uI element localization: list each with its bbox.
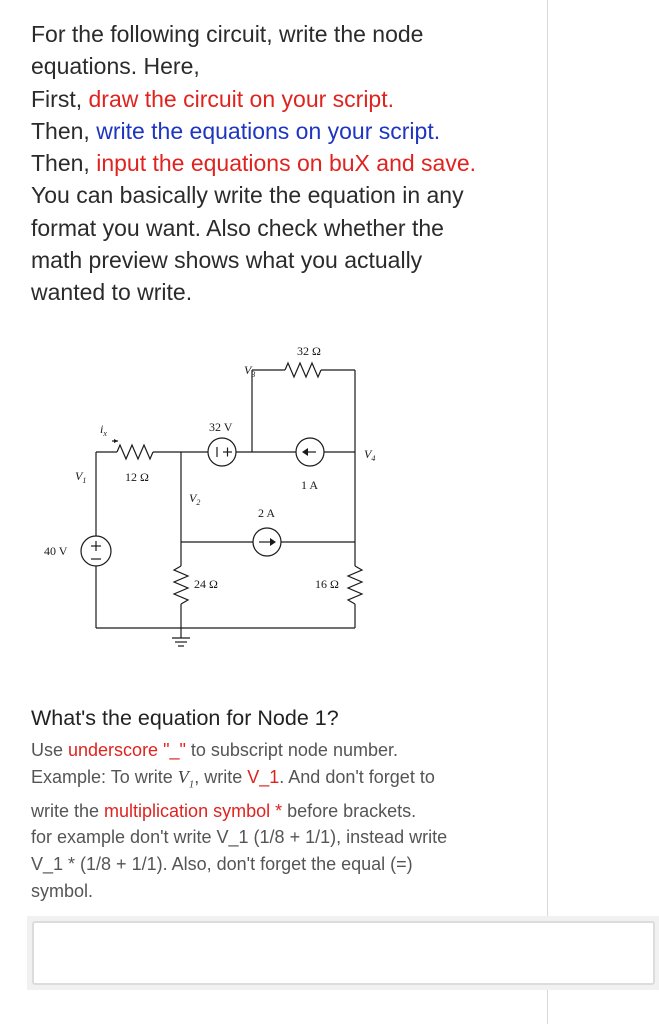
answer-instructions	[31, 737, 536, 904]
label-r24: 24 Ω	[194, 577, 218, 591]
label-r12: 12 Ω	[125, 470, 149, 484]
label-r16: 16 Ω	[315, 577, 339, 591]
question-title: What's the equation for Node 1?	[31, 706, 339, 730]
label-v4: $V_4$	[364, 447, 376, 463]
intro-line-5: Then, input the equations on buX and save.	[31, 150, 477, 177]
instr-line-1: Use underscore "_" to subscript node number.	[31, 740, 398, 760]
answer-input[interactable]	[32, 921, 655, 985]
instr-line-5: V_1 * (1/8 + 1/1). Also, don't forget the equal (=)	[31, 853, 413, 874]
label-ix: $i_x$	[100, 422, 107, 438]
intro-line-3: First, draw the circuit on your script.	[31, 85, 395, 112]
right-side-panel	[547, 0, 659, 1024]
instr-line-3: write the multiplication symbol * before brackets.	[31, 800, 417, 821]
label-r32: 32 Ω	[297, 344, 321, 358]
intro-line-6: You can basically write the equation in any	[31, 182, 464, 209]
label-v2: $V_2$	[189, 491, 201, 507]
intro-line-8: math preview shows what you actually	[31, 247, 423, 274]
label-1a: 1 A	[301, 478, 319, 492]
input-instruction: input the equations on buX and save.	[96, 150, 477, 177]
intro-line-2: equations. Here,	[31, 53, 200, 80]
intro-line-7: format you want. Also check whether the	[31, 214, 444, 241]
instr-line-4: for example don't write V_1 (1/8 + 1/1), instead write	[31, 827, 448, 848]
label-v3: $V_3$	[244, 363, 256, 379]
intro-text	[31, 18, 541, 309]
draw-instruction: draw the circuit on your script.	[88, 85, 395, 112]
instr-line-6: symbol.	[31, 880, 94, 901]
intro-line-4: Then, write the equations on your script.	[31, 117, 441, 144]
intro-line-9: wanted to write.	[31, 279, 193, 306]
circuit-diagram	[30, 330, 390, 660]
math-v1: $V_1$	[177, 766, 195, 791]
label-2a: 2 A	[258, 506, 276, 520]
instr-line-2: Example: To write $V_1$, write V_1. And don't forget to	[31, 766, 435, 791]
label-v1: $V_1$	[75, 469, 87, 485]
label-40v: 40 V	[44, 544, 68, 558]
label-32v: 32 V	[209, 420, 233, 434]
intro-line-1: For the following circuit, write the node	[31, 21, 424, 47]
write-instruction: write the equations on your script.	[96, 117, 441, 144]
